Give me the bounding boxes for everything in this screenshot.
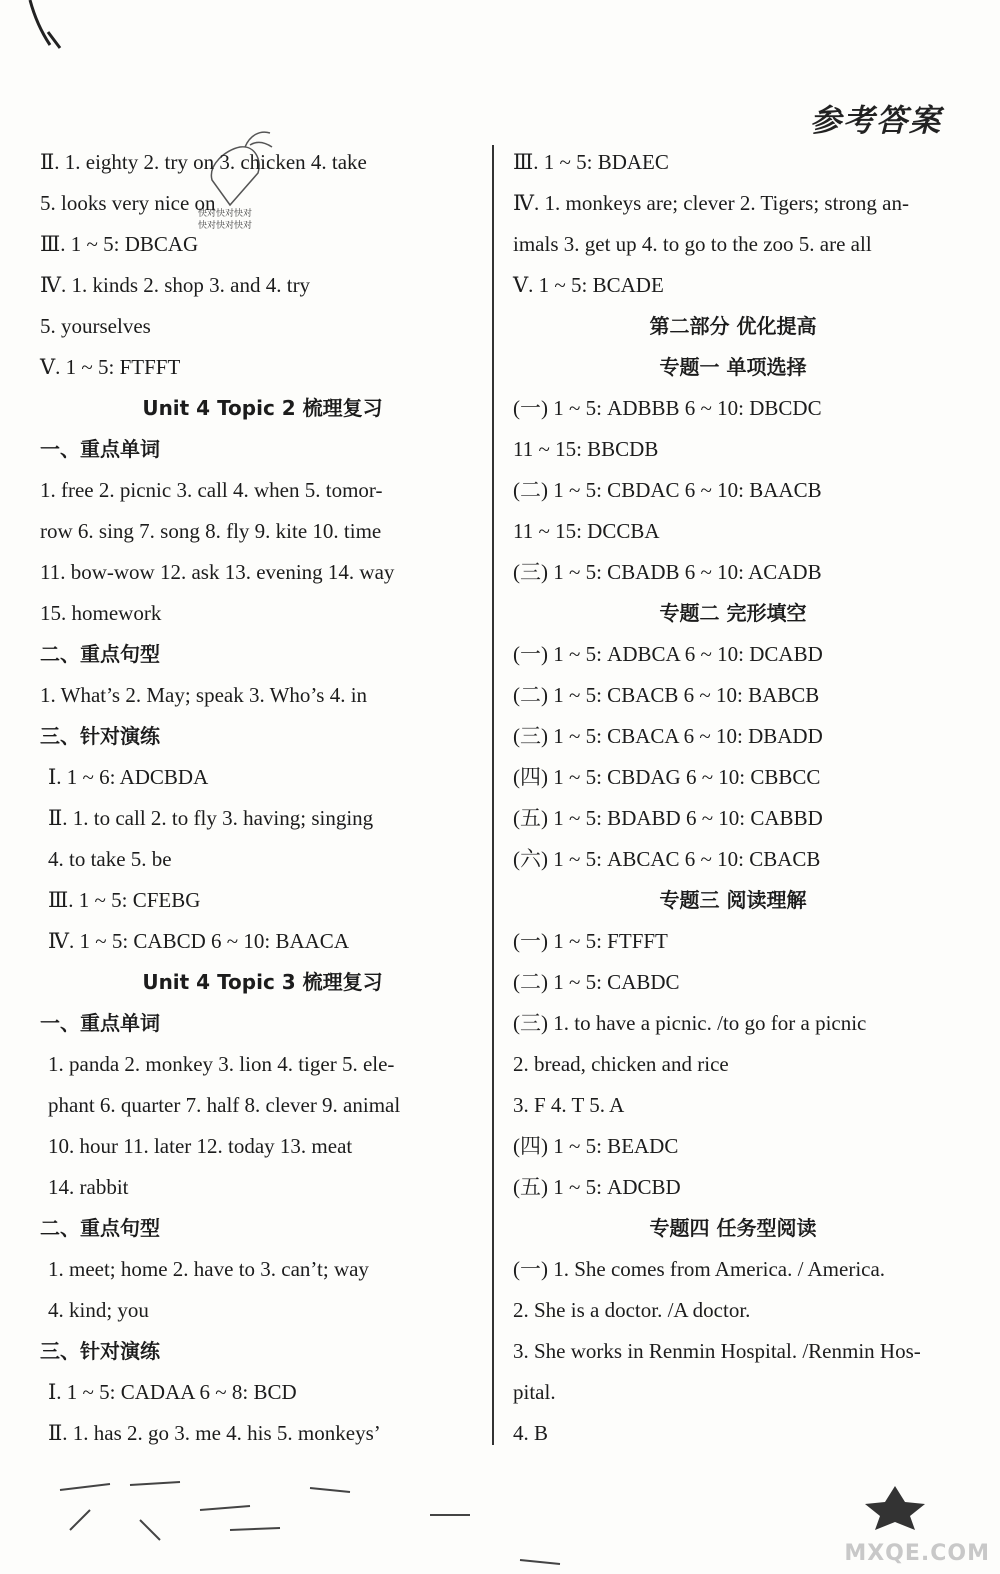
watermark-star-icon — [830, 1482, 960, 1532]
answer-line: (六) 1 ~ 5: ABCAC 6 ~ 10: CBACB — [513, 847, 821, 871]
answer-line: pital. — [513, 1380, 556, 1404]
answer-line: (一) 1. She comes from America. / America. — [513, 1257, 886, 1281]
watermark-text: MXQE.COM — [844, 1541, 990, 1566]
section-heading: 第二部分 优化提高 — [649, 314, 817, 338]
subsection-heading: 二、重点句型 — [40, 642, 160, 666]
answer-line: 11. bow-wow 12. ask 13. evening 14. way — [40, 560, 395, 584]
stamp-line: 快对快对快对 — [198, 209, 253, 219]
answer-line: 4. B — [513, 1421, 549, 1445]
answer-line: (二) 1 ~ 5: CBACB 6 ~ 10: BABCB — [513, 683, 820, 707]
answer-line: 11 ~ 15: DCCBA — [513, 519, 660, 543]
answer-line: Ⅴ. 1 ~ 5: FTFFT — [40, 355, 181, 379]
left-column — [40, 142, 485, 1454]
answer-line: (二) 1 ~ 5: CABDC — [513, 970, 680, 994]
answer-line: (二) 1 ~ 5: CBDAC 6 ~ 10: BAACB — [513, 478, 822, 502]
answer-line: 14. rabbit — [48, 1175, 129, 1199]
section-heading: Unit 4 Topic 3 梳理复习 — [142, 970, 383, 994]
subsection-heading: 三、针对演练 — [40, 724, 160, 748]
answer-line: 10. hour 11. later 12. today 13. meat — [48, 1134, 353, 1158]
answer-line: (一) 1 ~ 5: ADBCA 6 ~ 10: DCABD — [513, 642, 823, 666]
section-heading: 专题四 任务型阅读 — [649, 1216, 817, 1240]
subsection-heading: 三、针对演练 — [40, 1339, 160, 1363]
answer-line: (三) 1. to have a picnic. /to go for a picnic — [513, 1011, 867, 1035]
answer-line: Ⅲ. 1 ~ 5: BDAEC — [513, 150, 669, 174]
answer-line: 1. What’s 2. May; speak 3. Who’s 4. in — [40, 683, 368, 707]
subsection-heading: 一、重点单词 — [40, 437, 160, 461]
subsection-heading: 二、重点句型 — [40, 1216, 160, 1240]
answer-line: Ⅱ. 1. to call 2. to fly 3. having; singing — [48, 806, 374, 830]
answer-line: Ⅰ. 1 ~ 6: ADCBDA — [48, 765, 209, 789]
answer-line: (三) 1 ~ 5: CBADB 6 ~ 10: ACADB — [513, 560, 822, 584]
answer-line: (四) 1 ~ 5: BEADC — [513, 1134, 679, 1158]
answer-line: 3. She works in Renmin Hospital. /Renmin Hos- — [513, 1339, 921, 1363]
answer-line: imals 3. get up 4. to go to the zoo 5. are all — [513, 232, 872, 256]
answer-line: 4. to take 5. be — [48, 847, 172, 871]
column-divider — [492, 145, 494, 1445]
section-heading: 专题三 阅读理解 — [659, 888, 807, 912]
right-column — [513, 142, 953, 1454]
answer-line: phant 6. quarter 7. half 8. clever 9. animal — [48, 1093, 401, 1117]
answer-line: Ⅳ. 1. kinds 2. shop 3. and 4. try — [40, 273, 311, 297]
answer-line: Ⅲ. 1 ~ 5: CFEBG — [48, 888, 201, 912]
answer-line: (一) 1 ~ 5: ADBBB 6 ~ 10: DBCDC — [513, 396, 822, 420]
answer-line: 15. homework — [40, 601, 162, 625]
stamp-line: 快对快对快对 — [198, 221, 253, 231]
answer-line: Ⅴ. 1 ~ 5: BCADE — [513, 273, 664, 297]
answer-line: 5. looks very nice on — [40, 191, 216, 215]
answer-line: (五) 1 ~ 5: BDABD 6 ~ 10: CABBD — [513, 806, 823, 830]
answer-line: (一) 1 ~ 5: FTFFT — [513, 929, 668, 953]
answer-line: Ⅰ. 1 ~ 5: CADAA 6 ~ 8: BCD — [48, 1380, 297, 1404]
section-heading: 专题一 单项选择 — [659, 355, 807, 379]
bottom-scribble-mark — [50, 1470, 650, 1570]
section-heading: Unit 4 Topic 2 梳理复习 — [142, 396, 383, 420]
answer-line: 11 ~ 15: BBCDB — [513, 437, 659, 461]
subsection-heading: 一、重点单词 — [40, 1011, 160, 1035]
answer-line: row 6. sing 7. song 8. fly 9. kite 10. time — [40, 519, 382, 543]
answer-line: Ⅱ. 1. has 2. go 3. me 4. his 5. monkeys’ — [48, 1421, 381, 1445]
answer-line: 1. meet; home 2. have to 3. can’t; way — [48, 1257, 369, 1281]
answer-line: 4. kind; you — [48, 1298, 149, 1322]
answer-line: (三) 1 ~ 5: CBACA 6 ~ 10: DBADD — [513, 724, 823, 748]
answer-line: (四) 1 ~ 5: CBDAG 6 ~ 10: CBBCC — [513, 765, 821, 789]
answer-line: 2. She is a doctor. /A doctor. — [513, 1298, 751, 1322]
answer-line: Ⅱ. 1. eighty 2. try on 3. chicken 4. take — [40, 150, 367, 174]
answer-line: 5. yourselves — [40, 314, 151, 338]
answer-line: 1. free 2. picnic 3. call 4. when 5. tomor- — [40, 478, 383, 502]
pen-scribble-mark — [20, 0, 80, 55]
answer-line: Ⅳ. 1. monkeys are; clever 2. Tigers; strong an- — [513, 191, 909, 215]
answer-line: (五) 1 ~ 5: ADCBD — [513, 1175, 681, 1199]
answer-line: Ⅲ. 1 ~ 5: DBCAG — [40, 232, 199, 256]
answer-line: 3. F 4. T 5. A — [513, 1093, 625, 1117]
answer-line: 1. panda 2. monkey 3. lion 4. tiger 5. ele- — [48, 1052, 395, 1076]
page-title: 参考答案 — [810, 103, 942, 139]
answer-line: Ⅳ. 1 ~ 5: CABCD 6 ~ 10: BAACA — [48, 929, 349, 953]
answer-line: 2. bread, chicken and rice — [513, 1052, 729, 1076]
section-heading: 专题二 完形填空 — [659, 601, 807, 625]
